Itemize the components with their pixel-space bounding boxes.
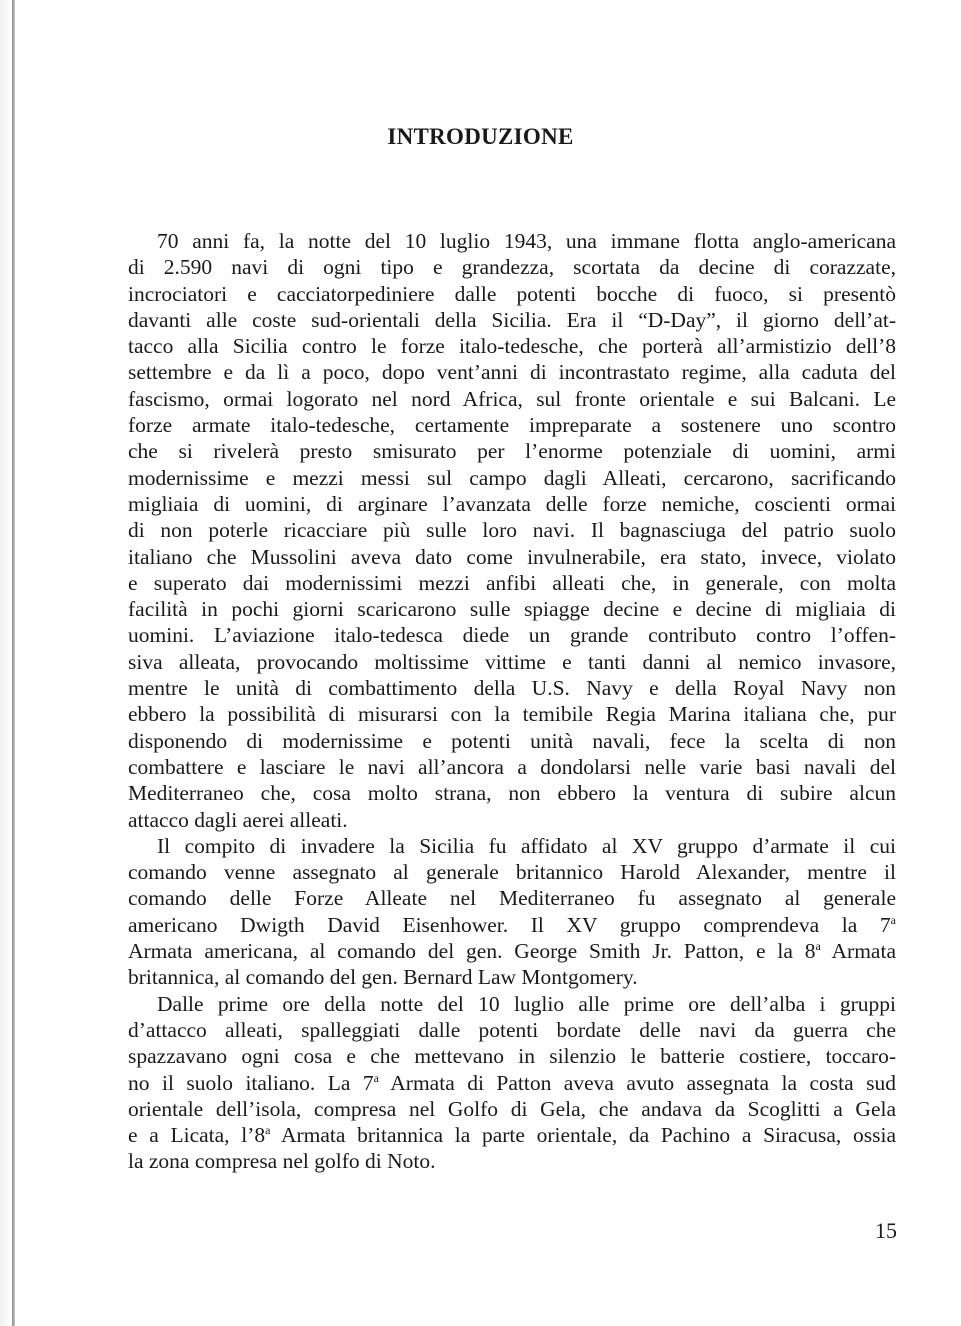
text-line: [128, 859, 896, 885]
page-title: INTRODUZIONE: [387, 124, 574, 149]
text-segment: che si rivelerà presto smisurato per l’enorme potenziale di uomini, armi: [128, 439, 896, 464]
text-segment: americano Dwigth David Eisenhower. Il XV gruppo comprendeva la 7: [128, 912, 891, 937]
text-segment: attacco dagli aerei alleati.: [128, 807, 348, 832]
text-segment: siva alleata, provocando moltissime vittime e tanti danni al nemico invasore,: [128, 649, 896, 674]
text-line: [128, 1122, 896, 1148]
text-segment: comando delle Forze Alleate nel Mediterraneo fu assegnato al generale: [128, 886, 896, 911]
text-line: [128, 885, 896, 911]
text-segment: e a Licata, l’8: [128, 1123, 266, 1148]
page-binding-edge: [12, 0, 15, 1326]
text-line: [128, 807, 896, 833]
text-line: [128, 570, 896, 596]
text-line: [128, 386, 896, 412]
text-segment: Armata americana, al comando del gen. George Smith Jr. Patton, e la 8: [128, 939, 816, 964]
text-segment: mentre le unità di combattimento della U.S. Navy e della Royal Navy non: [128, 676, 896, 701]
text-line: [128, 228, 896, 254]
text-segment: di 2.590 navi di ogni tipo e grandezza, scortata da decine di corazzate,: [128, 255, 896, 280]
text-line: [128, 359, 896, 385]
text-line: [128, 1148, 896, 1174]
page-binding-shadow: [0, 0, 12, 1326]
text-line: [128, 649, 896, 675]
ordinal-superscript: a: [890, 912, 896, 927]
text-segment: e superato dai modernissimi mezzi anfibi alleati che, in generale, con molta: [128, 570, 896, 595]
text-segment: d’attacco alleati, spalleggiati dalle potenti bordate delle navi da guerra che: [128, 1017, 896, 1042]
text-segment: forze armate italo-tedesche, certamente impreparate a sostenere uno scontro: [128, 413, 896, 438]
text-segment: Il compito di invadere la Sicilia fu affidato al XV gruppo d’armate il cui: [157, 833, 896, 858]
text-line: [128, 307, 896, 333]
text-segment: britannica, al comando del gen. Bernard Law Montgomery.: [128, 965, 638, 990]
paragraph: [128, 991, 896, 1175]
text-line: [128, 254, 896, 280]
text-segment: 70 anni fa, la notte del 10 luglio 1943, una immane flotta anglo-americana: [157, 229, 896, 253]
text-line: [128, 912, 896, 938]
paragraph: [128, 228, 896, 833]
text-segment: facilità in pochi giorni scaricarono sulle spiagge decine e decine di migliaia di: [128, 597, 896, 622]
paragraph: [128, 833, 896, 991]
body-text: [128, 228, 896, 1175]
text-segment: disponendo di modernissime e potenti unità navali, fece la scelta di non: [128, 728, 896, 753]
text-line: [128, 596, 896, 622]
text-line: [128, 281, 896, 307]
page-number: 15: [875, 1218, 897, 1243]
text-line: [128, 754, 896, 780]
ordinal-superscript: a: [265, 1123, 271, 1138]
text-line: [128, 938, 896, 964]
text-line: [128, 780, 896, 806]
ordinal-superscript: a: [373, 1070, 379, 1085]
text-segment: davanti alle coste sud-orientali della Sicilia. Era il “D-Day”, il giorno dell’at-: [128, 307, 896, 332]
text-line: [128, 833, 896, 859]
text-line: [128, 517, 896, 543]
text-line: [128, 675, 896, 701]
text-segment: no il suolo italiano. La 7: [128, 1070, 374, 1095]
text-segment: orientale dell’isola, compresa nel Golfo di Gela, che andava da Scoglitti a Gela: [128, 1096, 896, 1121]
text-segment: combattere e lasciare le navi all’ancora a dondolarsi nelle varie basi navali del: [128, 754, 896, 779]
text-line: [128, 701, 896, 727]
text-line: [128, 991, 896, 1017]
text-segment: di non poterle ricacciare più sulle loro navi. Il bagnasciuga del patrio suolo: [128, 518, 896, 543]
text-segment: Armata britannica la parte orientale, da Pachino a Siracusa, ossia: [270, 1123, 896, 1148]
text-segment: uomini. L’aviazione italo-tedesca diede un grande contributo contro l’offen-: [128, 623, 896, 648]
text-segment: la zona compresa nel golfo di Noto.: [128, 1149, 436, 1174]
text-segment: Armata di Patton aveva avuto assegnata la costa sud: [378, 1070, 896, 1095]
text-line: [128, 964, 896, 990]
text-segment: modernissime e mezzi messi sul campo dagli Alleati, cercarono, sacrificando: [128, 465, 896, 490]
text-line: [128, 412, 896, 438]
text-segment: tacco alla Sicilia contro le forze italo-tedesche, che porterà all’armistizio dell’8: [128, 334, 896, 359]
ordinal-superscript: a: [815, 939, 821, 954]
text-segment: Armata: [820, 939, 896, 964]
text-segment: Mediterraneo che, cosa molto strana, non ebbero la ventura di subire alcun: [128, 781, 896, 806]
text-segment: Dalle prime ore della notte del 10 luglio alle prime ore dell’alba i gruppi: [157, 991, 896, 1016]
text-line: [128, 1070, 896, 1096]
text-line: [128, 438, 896, 464]
text-segment: fascismo, ormai logorato nel nord Africa, sul fronte orientale e sui Balcani. Le: [128, 386, 896, 411]
text-segment: incrociatori e cacciatorpediniere dalle potenti bocche di fuoco, si presentò: [128, 281, 896, 306]
text-line: [128, 1017, 896, 1043]
text-line: [128, 544, 896, 570]
text-segment: italiano che Mussolini aveva dato come invulnerabile, era stato, invece, violato: [128, 544, 896, 569]
text-line: [128, 1096, 896, 1122]
text-line: [128, 491, 896, 517]
text-line: [128, 333, 896, 359]
text-line: [128, 465, 896, 491]
text-line: [128, 622, 896, 648]
text-segment: ebbero la possibilità di misurarsi con la temibile Regia Marina italiana che, pur: [128, 702, 896, 727]
text-line: [128, 728, 896, 754]
text-segment: settembre e da lì a poco, dopo vent’anni di incontrastato regime, alla caduta del: [128, 360, 896, 385]
text-segment: comando venne assegnato al generale britannico Harold Alexander, mentre il: [128, 860, 896, 885]
text-segment: migliaia di uomini, di arginare l’avanzata delle forze nemiche, coscienti ormai: [128, 491, 896, 516]
text-line: [128, 1043, 896, 1069]
text-segment: spazzavano ogni cosa e che mettevano in silenzio le batterie costiere, toccaro-: [128, 1044, 896, 1069]
